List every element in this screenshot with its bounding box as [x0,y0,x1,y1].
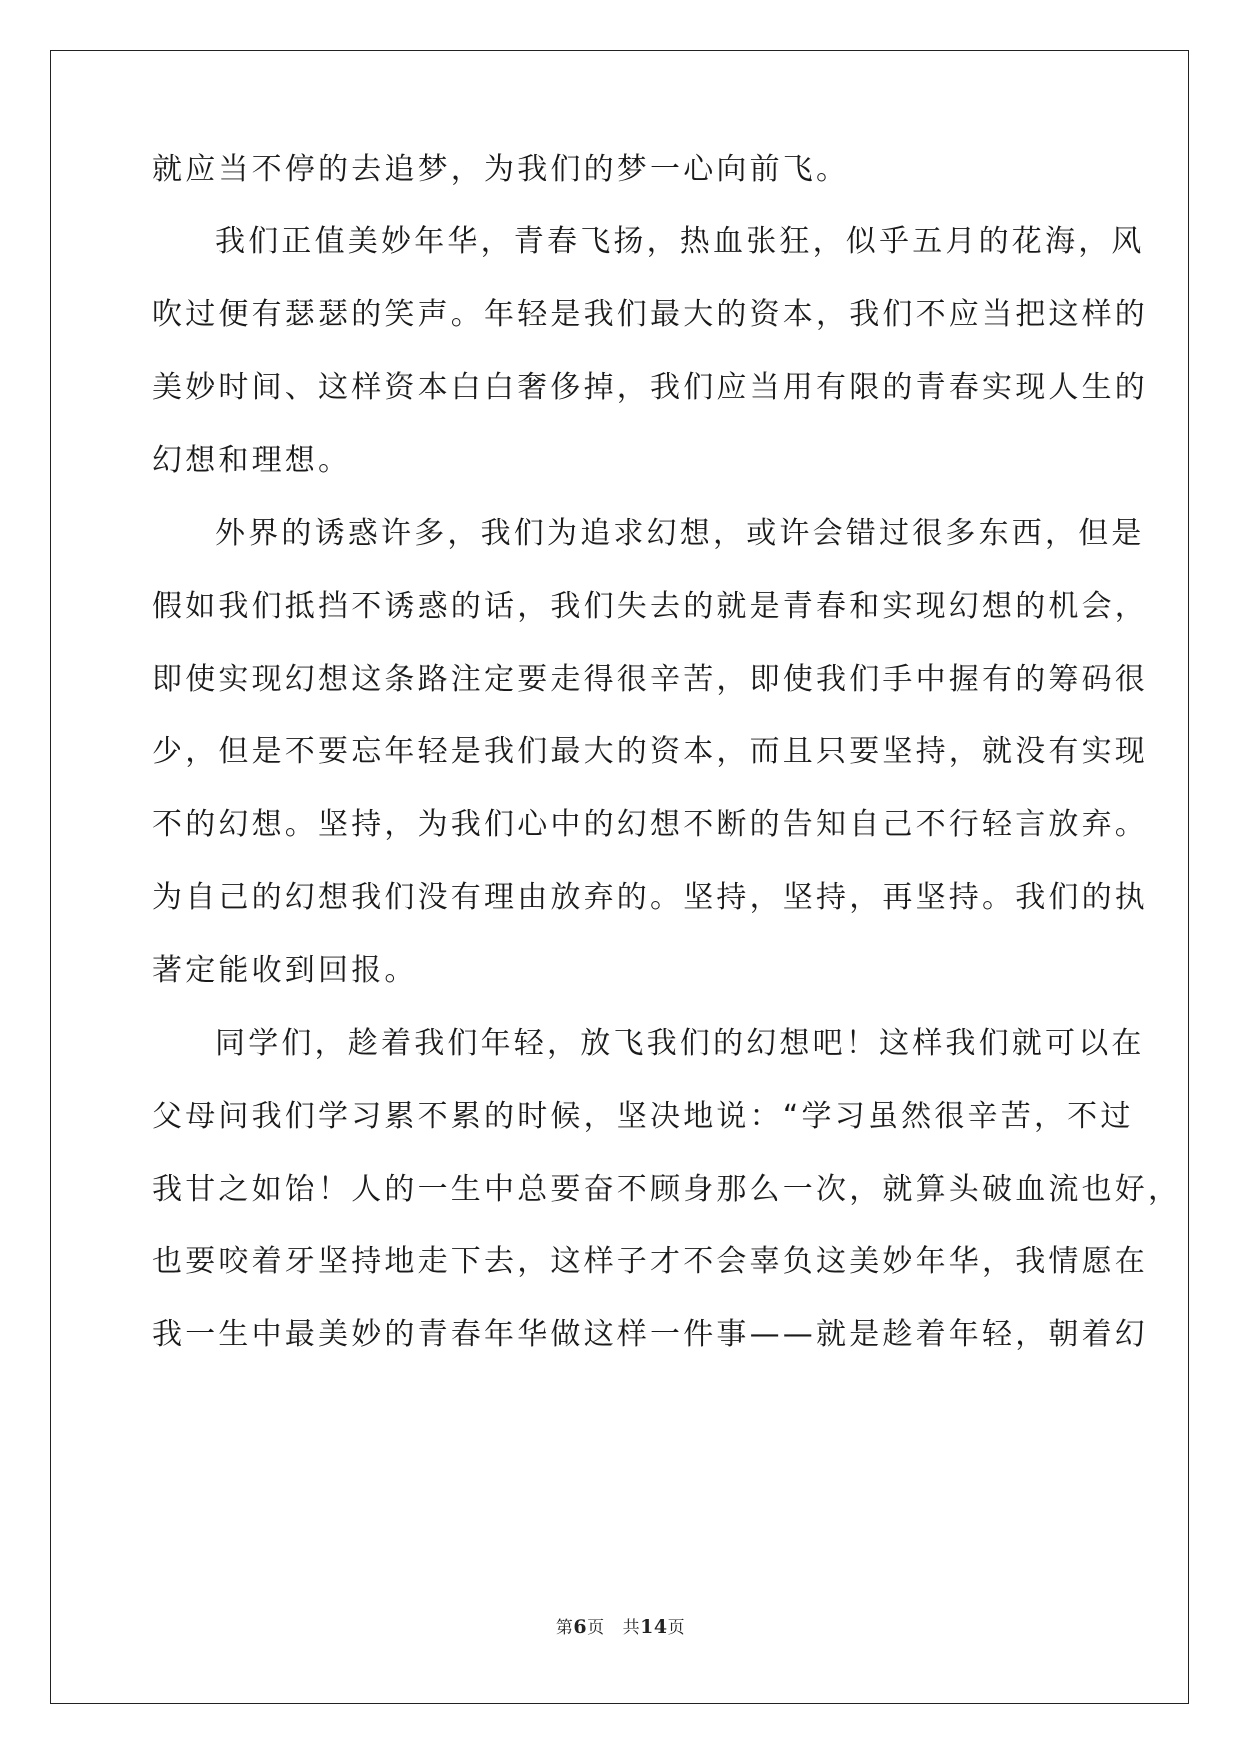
text-line: 也要咬着牙坚持地走下去，这样子才不会辜负这美妙年华，我情愿在 [152,1244,1148,1279]
text-line: 我们正值美妙年华，青春飞扬，热血张狂，似乎五月的花海，风 [215,224,1145,259]
page-prefix: 第 [555,1618,574,1638]
text-line: 少，但是不要忘年轻是我们最大的资本，而且只要坚持，就没有实现 [152,734,1148,769]
text-line: 不的幻想。坚持，为我们心中的幻想不断的告知自己不行轻言放弃。 [152,807,1148,842]
current-page-number: 6 [573,1616,588,1638]
text-line: 同学们，趁着我们年轻，放飞我们的幻想吧！这样我们就可以在 [215,1026,1145,1061]
page-footer [0,1613,1241,1638]
total-suffix: 页 [667,1618,686,1638]
text-line: 假如我们抵挡不诱惑的话，我们失去的就是青春和实现幻想的机会， [152,589,1148,624]
text-line: 著定能收到回报。 [152,953,418,988]
text-line: 吹过便有瑟瑟的笑声。年轻是我们最大的资本，我们不应当把这样的 [152,297,1148,332]
text-line: 外界的诱惑许多，我们为追求幻想，或许会错过很多东西，但是 [215,516,1145,551]
text-line: 我甘之如饴！人的一生中总要奋不顾身那么一次，就算头破血流也好， [152,1172,1182,1207]
total-prefix: 共 [622,1618,641,1638]
text-line: 幻想和理想。 [152,443,352,478]
text-line: 美妙时间、这样资本白白奢侈掉，我们应当用有限的青春实现人生的 [152,370,1148,405]
total-page-number: 14 [640,1616,668,1638]
text-line: 我一生中最美妙的青春年华做这样一件事——就是趁着年轻，朝着幻 [152,1317,1148,1352]
text-line: 为自己的幻想我们没有理由放弃的。坚持，坚持，再坚持。我们的执 [152,880,1148,915]
page-suffix: 页 [587,1618,605,1638]
text-line: 就应当不停的去追梦，为我们的梦一心向前飞。 [152,152,850,187]
text-line: 即使实现幻想这条路注定要走得很辛苦，即使我们手中握有的筹码很 [152,662,1148,697]
text-line: 父母问我们学习累不累的时候，坚决地说：“学习虽然很辛苦，不过 [152,1099,1134,1134]
